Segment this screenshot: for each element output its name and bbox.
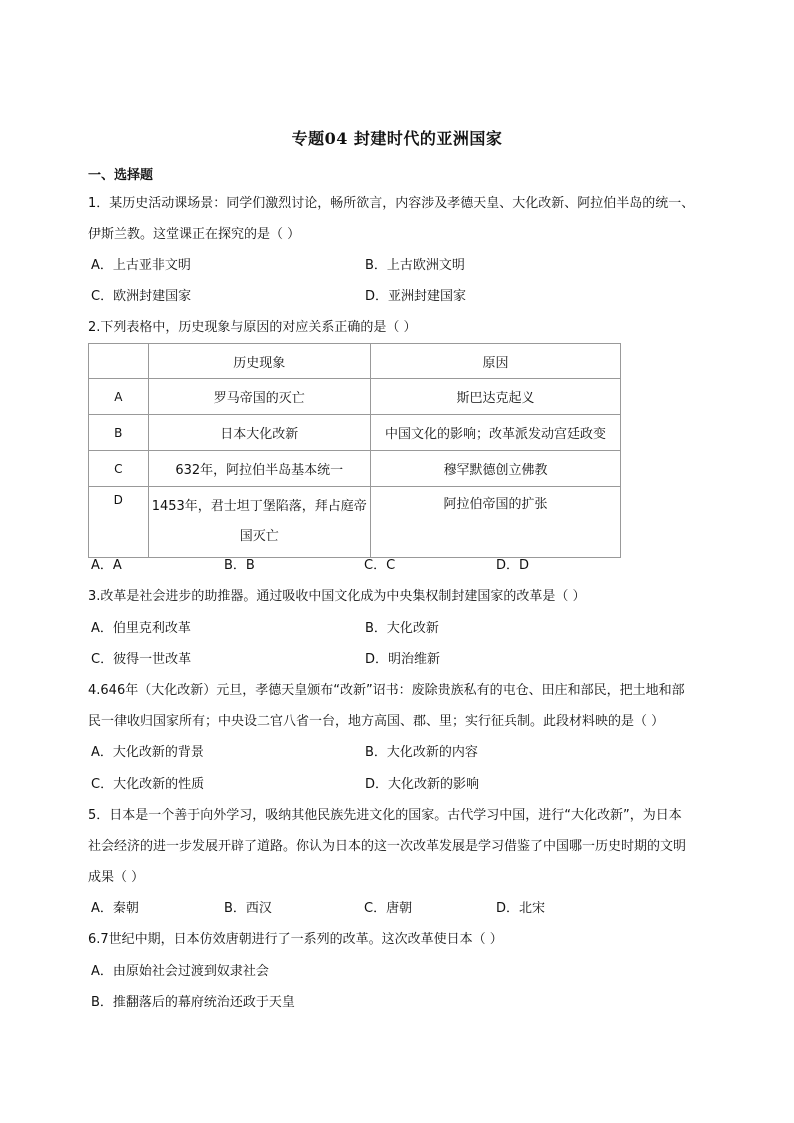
question-4-option-b: B．大化改新的内容	[365, 745, 478, 760]
table-cell: 斯巴达克起义	[370, 379, 620, 415]
table-row	[89, 451, 621, 487]
table-cell: 穆罕默德创立佛教	[370, 451, 620, 487]
question-4-line-1: 4.646年（大化改新）元旦，孝德天皇颁布“改新”诏书：废除贵族私有的屯仓、田庄和部民，把土地和部	[88, 683, 685, 698]
question-5-option-b: B．西汉	[224, 901, 272, 916]
question-5-option-a: A．秦朝	[91, 901, 139, 916]
table-cell: 中国文化的影响；改革派发动宫廷政变	[370, 415, 620, 451]
table-cell: 1453年，君士坦丁堡陷落，拜占庭帝国灭亡	[148, 487, 370, 558]
question-5-option-d: D．北宋	[496, 901, 546, 916]
question-3-option-c: C．彼得一世改革	[91, 652, 192, 667]
question-4-option-a: A．大化改新的背景	[91, 745, 204, 760]
table-cell: 阿拉伯帝国的扩张	[370, 487, 620, 558]
question-2-option-c: C．C	[364, 558, 396, 573]
question-5-option-c: C．唐朝	[364, 901, 413, 916]
question-1-option-c: C．欧洲封建国家	[91, 289, 192, 304]
question-1-line-1: 1．某历史活动课场景：同学们激烈讨论，畅所欲言，内容涉及孝德天皇、大化改新、阿拉伯半岛的统一、	[88, 196, 695, 211]
question-3-option-d: D．明治维新	[365, 652, 441, 667]
table-header-cell	[89, 344, 149, 379]
table-cell: 日本大化改新	[148, 415, 370, 451]
question-5-line-3: 成果（ ）	[88, 870, 145, 885]
question-2-option-b: B．B	[224, 558, 255, 573]
question-6-line-1: 6.7世纪中期，日本仿效唐朝进行了一系列的改革。这次改革使日本（ ）	[88, 932, 503, 947]
question-3-line-1: 3.改革是社会进步的助推器。通过吸收中国文化成为中央集权制封建国家的改革是（ ）	[88, 589, 586, 604]
question-2-option-d: D．D	[496, 558, 530, 573]
table-header-cell: 历史现象	[148, 344, 370, 379]
question-2-line-1: 2.下列表格中，历史现象与原因的对应关系正确的是（ ）	[88, 320, 417, 335]
page-title: 专题04 封建时代的亚洲国家	[291, 129, 503, 148]
question-4-line-2: 民一律收归国家所有；中央设二官八省一台，地方高国、郡、里；实行征兵制。此段材料映的是（ ）	[88, 714, 665, 729]
section-heading: 一、选择题	[88, 168, 154, 183]
table-cell: D	[89, 487, 149, 558]
question-1-option-d: D．亚洲封建国家	[365, 289, 467, 304]
table-header-row	[89, 344, 621, 379]
table-row	[89, 487, 621, 558]
question-6-option-b: B．推翻落后的幕府统治还政于天皇	[91, 995, 295, 1010]
table-cell: 罗马帝国的灭亡	[148, 379, 370, 415]
table-row	[89, 379, 621, 415]
question-2-option-a: A．A	[91, 558, 122, 573]
table-cell: B	[89, 415, 149, 451]
table-cell: 632年，阿拉伯半岛基本统一	[148, 451, 370, 487]
question-5-line-2: 社会经济的进一步发展开辟了道路。你认为日本的这一次改革发展是学习借鉴了中国哪一历史时期的文明	[88, 839, 687, 854]
question-5-line-1: 5．日本是一个善于向外学习，吸纳其他民族先进文化的国家。古代学习中国，进行“大化改新”，为日本	[88, 808, 682, 823]
table-header-cell: 原因	[370, 344, 620, 379]
question-1-option-b: B．上古欧洲文明	[365, 258, 465, 273]
question-4-option-d: D．大化改新的影响	[365, 777, 480, 792]
table-cell: A	[89, 379, 149, 415]
question-1-line-2: 伊斯兰教。这堂课正在探究的是（ ）	[88, 227, 301, 242]
question-3-option-a: A．伯里克利改革	[91, 621, 191, 636]
comparison-table	[88, 343, 621, 558]
question-3-option-b: B．大化改新	[365, 621, 439, 636]
question-6-option-a: A．由原始社会过渡到奴隶社会	[91, 964, 269, 979]
table-cell: C	[89, 451, 149, 487]
question-1-option-a: A．上古亚非文明	[91, 258, 191, 273]
question-4-option-c: C．大化改新的性质	[91, 777, 205, 792]
table-row	[89, 415, 621, 451]
